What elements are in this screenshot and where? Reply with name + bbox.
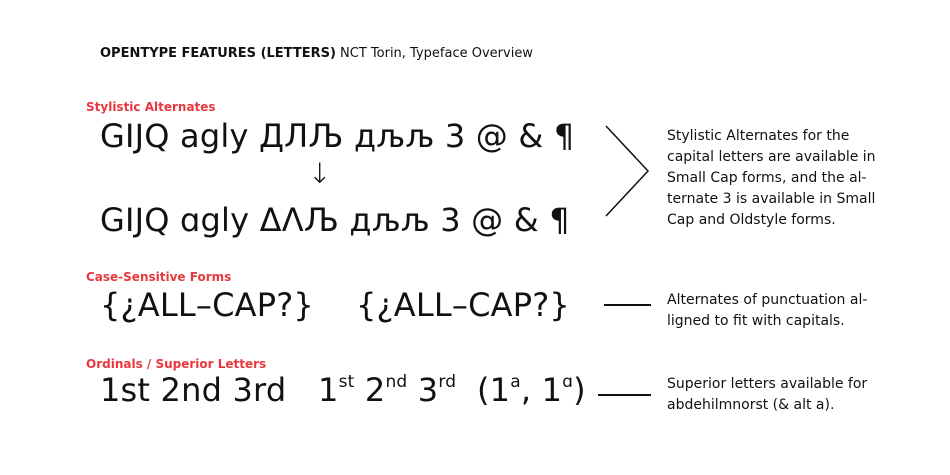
bracket-chevron-icon [604, 124, 650, 218]
header-title-rest: NCT Torin, Typeface Overview [335, 46, 533, 61]
case-default-sample: {¿ALL–CAP?} [100, 286, 314, 324]
ordinals-divider [598, 394, 651, 396]
ordinal-numeral: 2 [364, 371, 386, 409]
superior-letters: nd [385, 372, 408, 392]
section-label-case: Case-Sensitive Forms [86, 270, 232, 284]
superior-letters: st [338, 372, 355, 392]
stylistic-default-sample: GIJQ agly ДЛЉ дљљ 3 @ & ¶ [100, 117, 575, 155]
ordinal-numeral: 3 [417, 371, 439, 409]
section-label-stylistic: Stylistic Alternates [86, 100, 216, 114]
down-arrow-icon: ↓ [308, 157, 332, 190]
superior-alt-a: ɑ [562, 372, 574, 392]
case-description: Alternates of punctuation al-ligned to fit with capitals. [667, 292, 868, 329]
ordinal-numeral: 1 [318, 371, 339, 409]
header-title-bold: OPENTYPE FEATURES (LETTERS) [100, 46, 336, 61]
superior-letters: rd [438, 372, 457, 392]
comma-numeral: , 1 [520, 371, 563, 409]
case-divider [604, 304, 651, 306]
page-header [100, 46, 533, 61]
ordinals-default-sample: 1st 2nd 3rd [100, 371, 287, 409]
case-alternate-sample: {¿ALL–CAP?} [356, 286, 570, 324]
stylistic-alternate-sample: GIJQ ɑgly ΔΛЉ дљљ 3 @ & ¶ [100, 201, 570, 239]
paren-open-numeral: (1 [476, 371, 511, 409]
stylistic-description: Stylistic Alternates for the capital letters are available in Small Cap forms, and the al-ternate 3 is available in Small Cap and Oldstyle forms. [667, 128, 876, 228]
ordinals-description: Superior letters available for abdehilmnorst (& alt a). [667, 376, 868, 413]
section-label-ordinals: Ordinals / Superior Letters [86, 357, 267, 371]
superior-a: a [510, 372, 521, 392]
paren-close: ) [573, 371, 586, 409]
ordinals-superior-sample [318, 371, 586, 409]
